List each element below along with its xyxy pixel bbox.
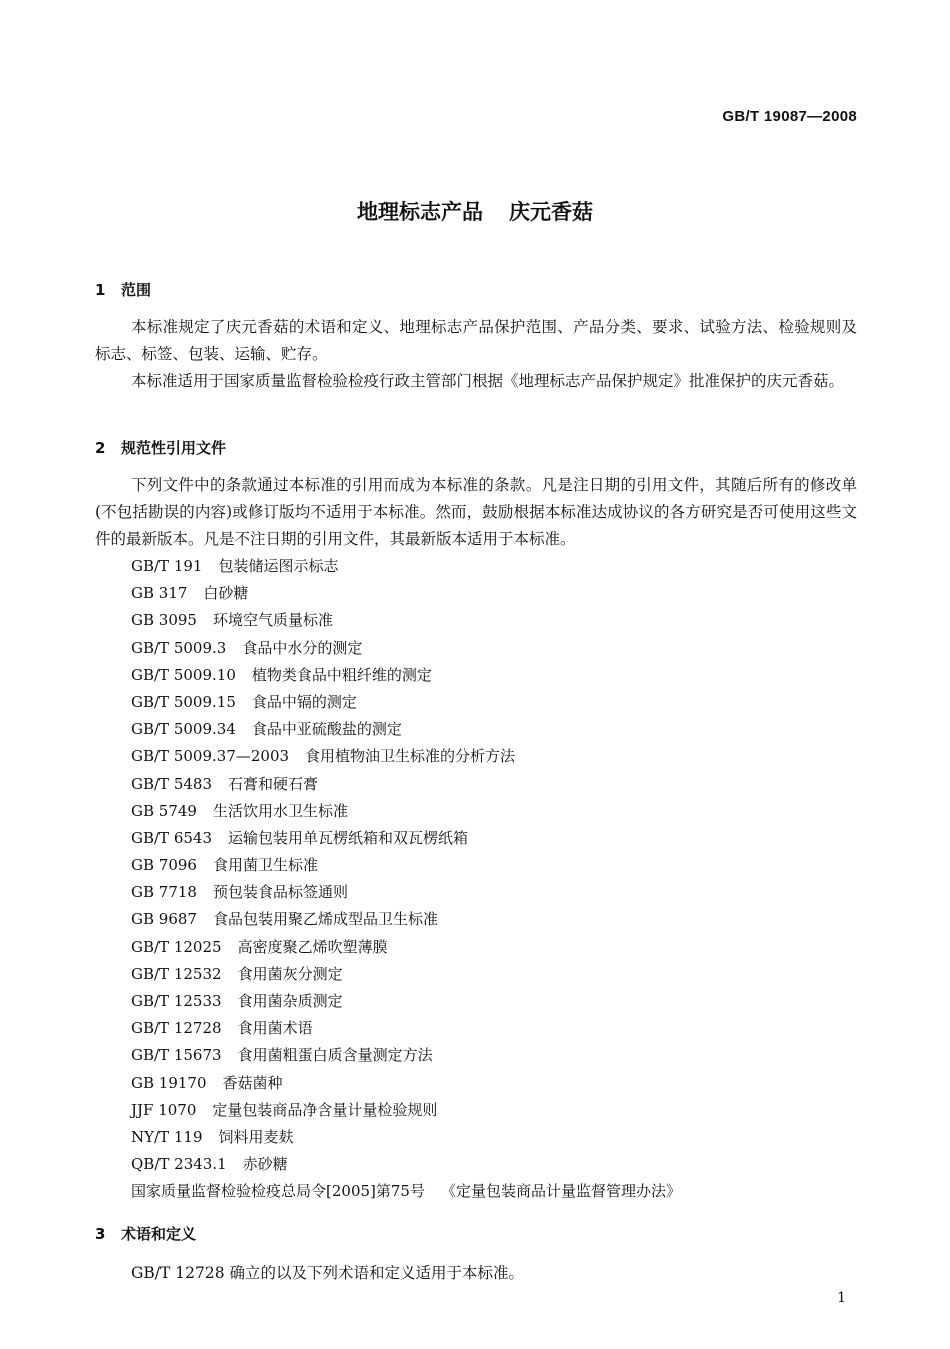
section-number: 3: [95, 1225, 106, 1243]
reference-title: 《定量包装商品计量监督管理办法》: [440, 1182, 681, 1201]
reference-code: GB 7096: [131, 856, 197, 875]
reference-item: [131, 1151, 681, 1178]
reference-code: GB/T 12532: [131, 964, 222, 983]
reference-item: [131, 580, 681, 607]
reference-title: 生活饮用水卫生标准: [212, 801, 348, 820]
reference-code: GB 3095: [131, 611, 197, 630]
reference-item: [131, 1070, 681, 1097]
reference-item: [131, 689, 681, 716]
reference-item: [131, 825, 681, 852]
reference-code: GB/T 5009.34: [131, 720, 236, 739]
reference-code: GB/T 5483: [131, 774, 213, 793]
reference-title: 香菇菌种: [222, 1073, 283, 1092]
section-1-paragraph-1: 本标准规定了庆元香菇的术语和定义、地理标志产品保护范围、产品分类、要求、试验方法、检验规则及标志、标签、包装、运输、贮存。: [95, 318, 857, 363]
reference-title: 饲料用麦麸: [218, 1127, 294, 1146]
section-3-heading: [95, 1223, 196, 1244]
reference-item: [131, 1097, 681, 1124]
reference-item: [131, 1042, 681, 1069]
section-1-heading: [95, 279, 151, 300]
normative-references-list: [131, 553, 681, 1206]
reference-item: [131, 988, 681, 1015]
reference-title: 食品包装用聚乙烯成型品卫生标准: [212, 910, 438, 929]
reference-title: 赤砂糖: [242, 1155, 288, 1174]
reference-code: GB 19170: [131, 1073, 207, 1092]
reference-code: GB/T 5009.10: [131, 665, 236, 684]
reference-title: 食用菌术语: [237, 1019, 313, 1038]
reference-title: 运输包装用单瓦楞纸箱和双瓦楞纸箱: [228, 828, 469, 847]
reference-code: QB/T 2343.1: [131, 1155, 227, 1174]
reference-code: GB 7718: [131, 883, 197, 902]
section-title: 术语和定义: [121, 1225, 197, 1243]
reference-item: [131, 716, 681, 743]
title-part-2: 庆元香菇: [509, 200, 593, 224]
reference-item: [131, 607, 681, 634]
reference-title: 食品中镉的测定: [251, 692, 357, 711]
reference-item: [131, 1124, 681, 1151]
reference-item: [131, 934, 681, 961]
reference-item: [131, 553, 681, 580]
document-title: [0, 196, 950, 226]
reference-code: GB/T 12533: [131, 992, 222, 1010]
reference-item: [131, 961, 681, 988]
reference-item: [131, 662, 681, 689]
section-title: 规范性引用文件: [121, 439, 227, 457]
reference-code: NY/T 119: [131, 1127, 203, 1146]
reference-code: JJF 1070: [131, 1100, 197, 1119]
reference-code: GB/T 15673: [131, 1046, 222, 1065]
reference-code: GB/T 5009.37—2003: [131, 747, 290, 766]
reference-item: [131, 1178, 681, 1205]
reference-title: 包装储运图示标志: [218, 557, 339, 575]
reference-item: [131, 743, 681, 770]
section-title: 范围: [121, 281, 152, 299]
reference-code: GB 5749: [131, 801, 197, 820]
reference-code: GB/T 6543: [131, 828, 213, 847]
title-part-1: 地理标志产品: [357, 200, 483, 224]
reference-title: 石膏和硬石膏: [228, 774, 319, 793]
reference-code: GB/T 12728: [131, 1019, 222, 1038]
reference-item: [131, 798, 681, 825]
reference-title: 预包装食品标签通则: [212, 883, 348, 902]
section-number: 1: [95, 281, 106, 299]
page-number: 1: [837, 1290, 846, 1306]
reference-title: 白砂糖: [203, 584, 249, 603]
reference-title: 食用菌灰分测定: [237, 964, 343, 983]
reference-title: 食用菌粗蛋白质含量测定方法: [237, 1046, 433, 1065]
reference-code: GB 317: [131, 584, 188, 603]
reference-item: [131, 879, 681, 906]
standard-code: GB/T 19087—2008: [722, 108, 857, 125]
reference-item: [131, 771, 681, 798]
reference-title: 植物类食品中粗纤维的测定: [251, 665, 432, 684]
section-2-paragraph-1: 下列文件中的条款通过本标准的引用而成为本标准的条款。凡是注日期的引用文件，其随后所有的修改单(不包括勘误的内容)或修订版均不适用于本标准。然而，鼓励根据本标准达成协议的各方研究是否可使用这些文件的最新版本。凡是不注日期的引用文件，其最新版本适用于本标准。: [95, 476, 857, 548]
reference-code: GB/T 191: [131, 557, 203, 575]
reference-code: GB/T 5009.15: [131, 692, 236, 711]
reference-item: [131, 635, 681, 662]
section-number: 2: [95, 439, 106, 457]
section-1-paragraph-2: 本标准适用于国家质量监督检验检疫行政主管部门根据《地理标志产品保护规定》批准保护的庆元香菇。: [131, 372, 845, 390]
reference-title: 环境空气质量标准: [212, 611, 333, 630]
reference-title: 定量包装商品净含量计量检验规则: [212, 1100, 438, 1119]
reference-title: 食品中亚硫酸盐的测定: [251, 720, 402, 739]
reference-item: [131, 1015, 681, 1042]
reference-title: 食用菌杂质测定: [237, 992, 343, 1010]
reference-code: GB/T 12025: [131, 937, 222, 956]
reference-title: 食品中水分的测定: [242, 638, 363, 657]
reference-code: GB 9687: [131, 910, 197, 929]
reference-item: [131, 852, 681, 879]
section-3-paragraph-1: GB/T 12728 确立的以及下列术语和定义适用于本标准。: [131, 1264, 524, 1282]
reference-title: 食用菌卫生标准: [212, 856, 318, 875]
reference-title: 高密度聚乙烯吹塑薄膜: [237, 937, 388, 956]
reference-code: GB/T 5009.3: [131, 638, 227, 657]
reference-item: [131, 906, 681, 933]
reference-title: 食用植物油卫生标准的分析方法: [305, 747, 516, 766]
section-2-heading: [95, 437, 226, 458]
reference-code: 国家质量监督检验检疫总局令[2005]第75号: [131, 1182, 425, 1201]
